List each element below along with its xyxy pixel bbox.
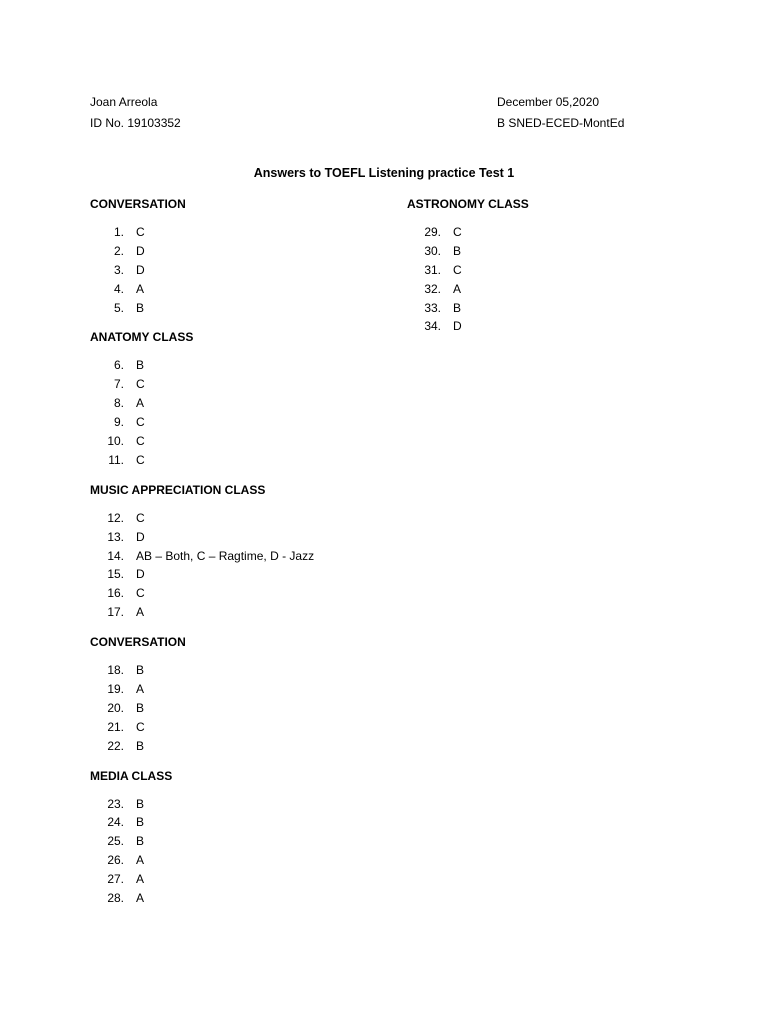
program-code: B SNED-ECED-MontEd — [497, 116, 625, 130]
answer-value: C — [136, 586, 145, 601]
question-number: 9. — [113, 415, 124, 430]
answer-item — [90, 299, 265, 318]
question-number: 24. — [107, 815, 124, 830]
answer-value: C — [136, 510, 145, 525]
answer-list — [90, 661, 265, 755]
question-number: 27. — [107, 872, 124, 887]
answer-value: A — [136, 872, 145, 887]
answer-item — [90, 795, 265, 814]
answer-value: A — [453, 281, 462, 296]
question-number: 30. — [424, 243, 441, 258]
answer-section — [407, 194, 529, 336]
answer-value: B — [136, 663, 145, 678]
question-number: 32. — [424, 281, 441, 296]
answer-item — [90, 870, 265, 889]
answer-value: A — [136, 281, 145, 296]
question-number: 4. — [113, 281, 124, 296]
answer-value: B — [136, 700, 145, 715]
answer-value: D — [136, 243, 145, 258]
answer-value: C — [136, 434, 145, 449]
answer-value: B — [453, 243, 462, 258]
answer-value: AB – Both, C – Ragtime, D - Jazz — [136, 548, 315, 563]
answer-item — [90, 699, 265, 718]
question-number: 13. — [107, 529, 124, 544]
answer-item — [90, 509, 265, 528]
question-number: 19. — [107, 682, 124, 697]
answer-item — [90, 432, 265, 451]
answer-item — [90, 813, 265, 832]
answer-item — [90, 528, 265, 547]
answer-value: C — [136, 377, 145, 392]
section-title: CONVERSATION — [90, 197, 186, 211]
answer-value: B — [136, 358, 145, 373]
question-number: 2. — [113, 243, 124, 258]
answer-item — [90, 851, 265, 870]
question-number: 12. — [107, 510, 124, 525]
answer-section — [90, 632, 265, 755]
answer-item — [90, 737, 265, 756]
question-number: 17. — [107, 605, 124, 620]
question-number: 3. — [113, 262, 124, 277]
answer-item — [90, 375, 265, 394]
answer-value: B — [453, 300, 462, 315]
question-number: 26. — [107, 853, 124, 868]
answer-value: C — [136, 452, 145, 467]
answer-list — [90, 223, 265, 317]
answer-value: B — [136, 796, 145, 811]
section-title: ANATOMY CLASS — [90, 330, 194, 345]
answer-item — [90, 889, 265, 908]
answer-item — [90, 832, 265, 851]
answer-value: C — [136, 719, 145, 734]
answer-value: B — [136, 300, 145, 315]
answer-value: A — [136, 396, 145, 411]
answer-item — [407, 317, 529, 336]
left-column — [90, 194, 315, 918]
answer-item — [90, 718, 265, 737]
question-number: 28. — [107, 891, 124, 906]
question-number: 16. — [107, 586, 124, 601]
answer-item — [90, 242, 265, 261]
answer-list — [407, 223, 529, 336]
section-title: MUSIC APPRECIATION CLASS — [90, 482, 266, 497]
question-number: 18. — [107, 663, 124, 678]
answer-value: A — [136, 605, 145, 620]
question-number: 34. — [424, 319, 441, 334]
answer-item — [90, 584, 265, 603]
document-date: December 05,2020 — [497, 95, 600, 109]
answer-value: A — [136, 853, 145, 868]
question-number: 8. — [113, 396, 124, 411]
answer-value: D — [136, 529, 145, 544]
answer-item — [90, 413, 265, 432]
date-program-info — [497, 92, 624, 134]
question-number: 11. — [108, 452, 124, 467]
answer-value: C — [453, 225, 462, 239]
answer-item — [90, 603, 265, 622]
answer-value: B — [136, 815, 145, 830]
answer-section — [90, 194, 265, 317]
answer-list — [90, 795, 265, 908]
answer-value: B — [136, 834, 145, 849]
answer-value: A — [136, 682, 145, 697]
answer-value: A — [136, 891, 145, 906]
question-number: 29. — [424, 225, 441, 239]
answer-item — [90, 280, 265, 299]
answer-section — [90, 766, 265, 908]
answer-item — [90, 261, 265, 280]
answer-item — [90, 356, 265, 375]
question-number: 1. — [113, 225, 124, 239]
student-info — [90, 92, 181, 134]
answer-item — [90, 565, 265, 584]
answer-item — [407, 299, 529, 318]
student-id: ID No. 19103352 — [90, 116, 181, 130]
question-number: 14. — [107, 548, 124, 563]
question-number: 31. — [424, 262, 441, 277]
document-title: Answers to TOEFL Listening practice Test 1 — [253, 166, 515, 180]
answer-item — [90, 547, 315, 566]
answer-value: D — [136, 567, 145, 582]
question-number: 15. — [107, 567, 124, 582]
question-number: 33. — [424, 300, 441, 315]
question-number: 21. — [107, 719, 124, 734]
answer-item — [407, 223, 529, 242]
student-name: Joan Arreola — [90, 95, 158, 109]
answer-item — [90, 223, 265, 242]
answer-value: C — [453, 262, 462, 277]
question-number: 6. — [113, 358, 124, 373]
answer-section — [90, 480, 315, 622]
question-number: 22. — [107, 738, 124, 753]
answer-value: D — [136, 262, 145, 277]
answer-item — [407, 242, 529, 261]
answer-item — [90, 394, 265, 413]
answer-list — [90, 509, 315, 622]
section-title: ASTRONOMY CLASS — [407, 197, 529, 211]
answer-value: C — [136, 415, 145, 430]
answer-value: C — [136, 225, 145, 239]
answer-value: D — [453, 319, 462, 334]
answer-item — [90, 451, 265, 470]
question-number: 25. — [107, 834, 124, 849]
answer-item — [407, 261, 529, 280]
answer-item — [407, 280, 529, 299]
section-title: MEDIA CLASS — [90, 768, 173, 783]
right-column — [407, 194, 529, 346]
question-number: 5. — [113, 300, 124, 315]
question-number: 23. — [107, 796, 124, 811]
answer-list — [90, 356, 265, 469]
question-number: 20. — [107, 700, 124, 715]
answer-item — [90, 661, 265, 680]
section-title: CONVERSATION — [90, 635, 186, 650]
question-number: 10. — [107, 434, 124, 449]
answer-item — [90, 680, 265, 699]
answer-value: B — [136, 738, 145, 753]
question-number: 7. — [113, 377, 124, 392]
answer-section — [90, 327, 265, 469]
